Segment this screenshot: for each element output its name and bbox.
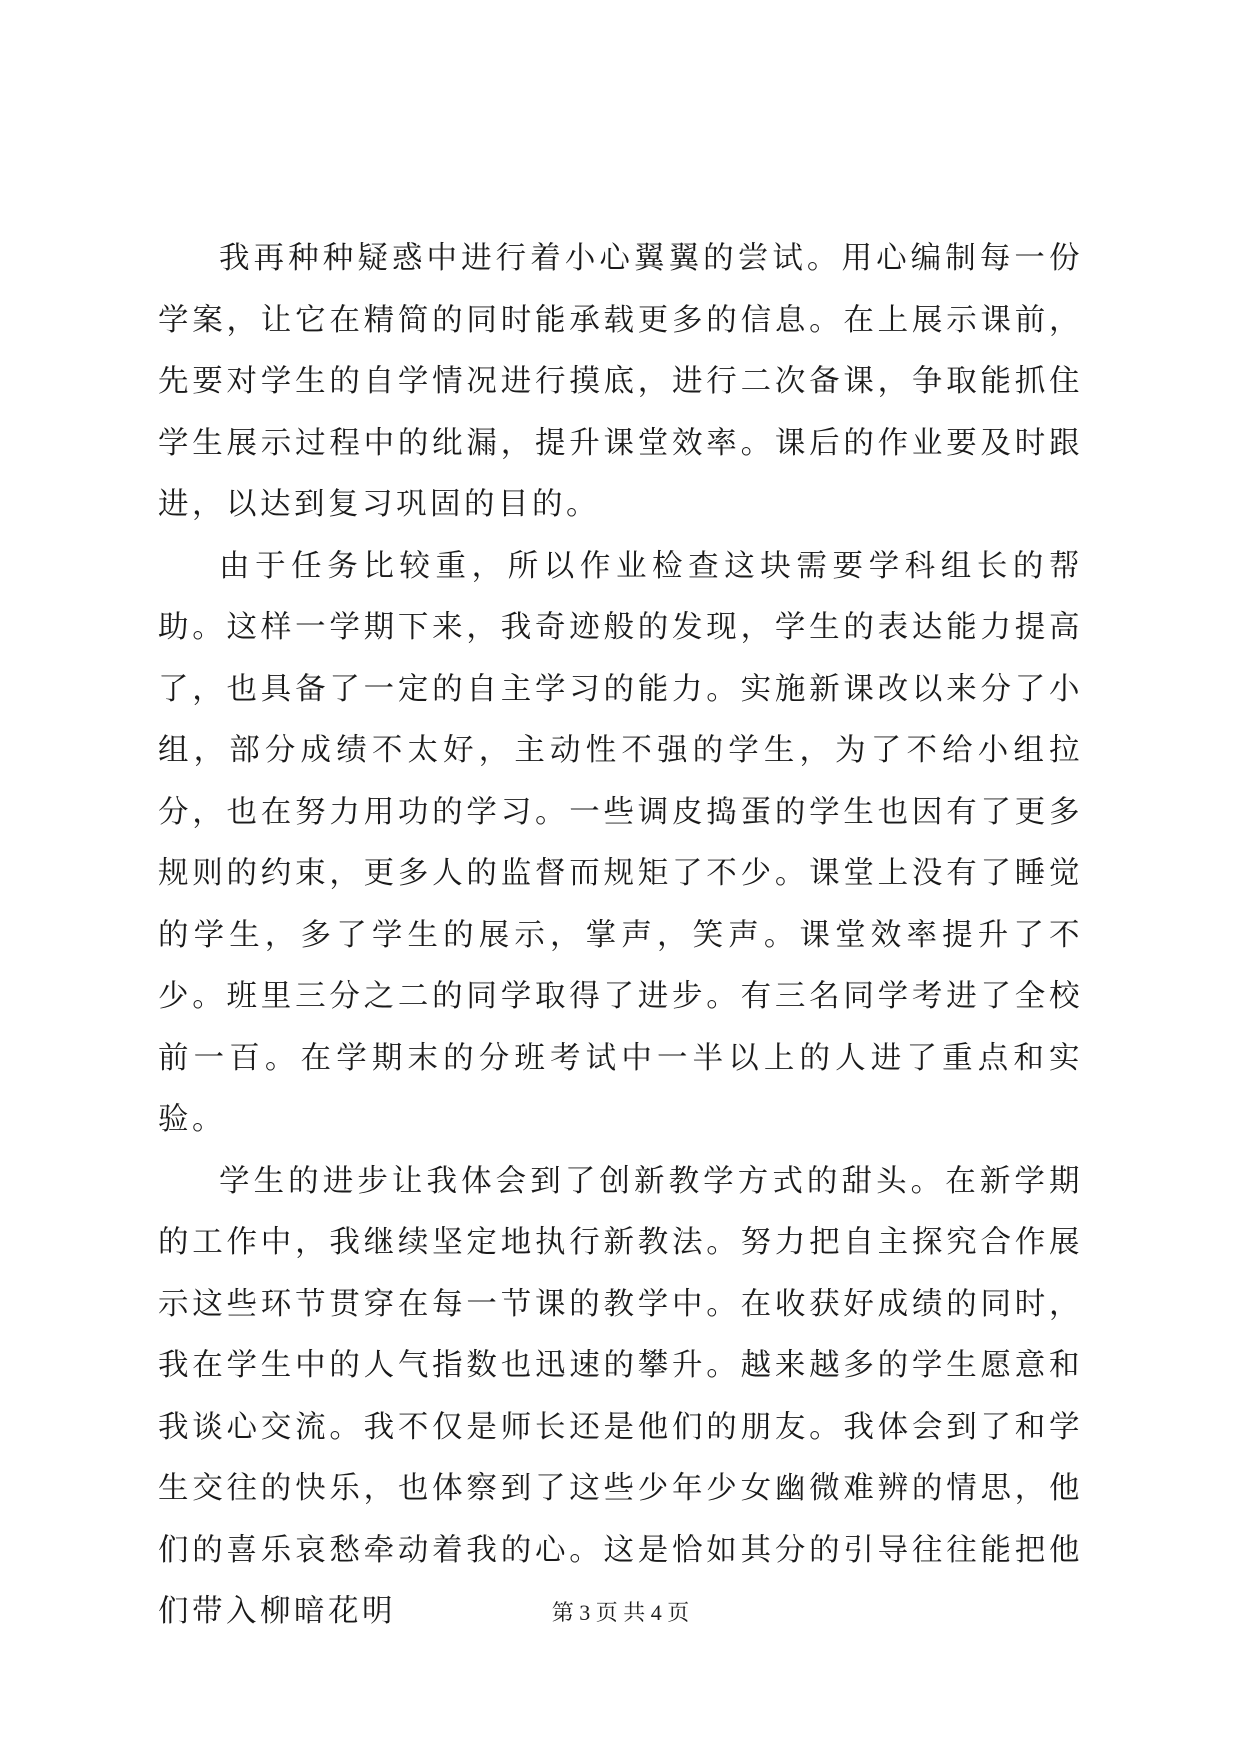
page-footer: 第 3 页 共 4 页: [551, 1600, 690, 1625]
document-body: [158, 228, 1083, 1643]
paragraph-1: 我再种种疑惑中进行着小心翼翼的尝试。用心编制每一份学案，让它在精简的同时能承载更多的信息。在上展示课前，先要对学生的自学情况进行摸底，进行二次备课，争取能抓住学生展示过程中的纰漏，提升课堂效率。课后的作业要及时跟进，以达到复习巩固的目的。: [158, 241, 1083, 522]
paragraph-3: 学生的进步让我体会到了创新教学方式的甜头。在新学期的工作中，我继续坚定地执行新教法。努力把自主探究合作展示这些环节贯穿在每一节课的教学中。在收获好成绩的同时，我在学生中的人气指数也迅速的攀升。越来越多的学生愿意和我谈心交流。我不仅是师长还是他们的朋友。我体会到了和学生交往的快乐，也体察到了这些少年少女幽微难辨的情思，他们的喜乐哀愁牵动着我的心。这是恰如其分的引导往往能把他们带入柳暗花明: [158, 1163, 1083, 1629]
paragraph-2: 由于任务比较重，所以作业检查这块需要学科组长的帮助。这样一学期下来，我奇迹般的发现，学生的表达能力提高了，也具备了一定的自主学习的能力。实施新课改以来分了小组，部分成绩不太好，主动性不强的学生，为了不给小组拉分，也在努力用功的学习。一些调皮捣蛋的学生也因有了更多规则的约束，更多人的监督而规矩了不少。课堂上没有了睡觉的学生，多了学生的展示，掌声，笑声。课堂效率提升了不少。班里三分之二的同学取得了进步。有三名同学考进了全校前一百。在学期末的分班考试中一半以上的人进了重点和实验。: [158, 548, 1083, 1137]
